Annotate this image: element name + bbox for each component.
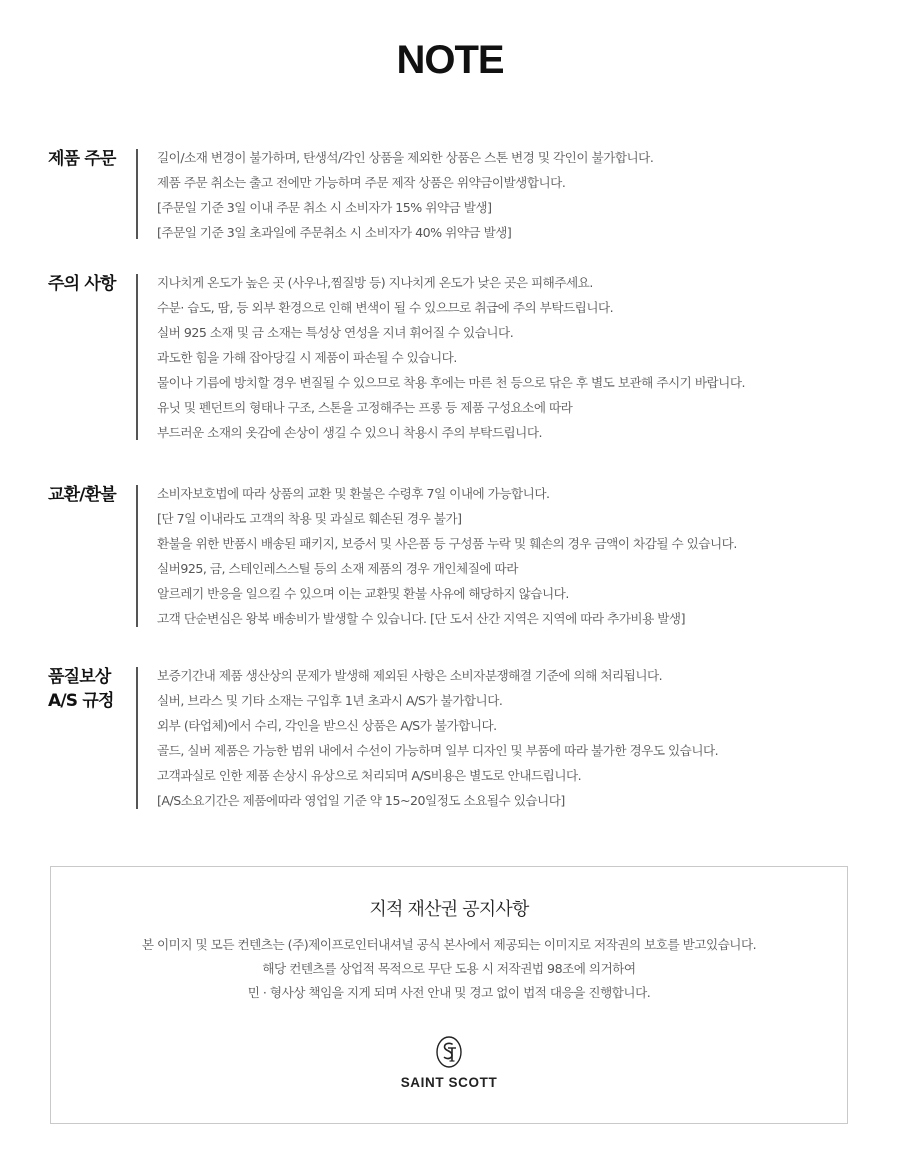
list-item: 고객과실로 인한 제품 손상시 유상으로 처리되며 A/S비용은 별도로 안내드립니다. [157,768,582,783]
brand-name: SAINT SCOTT [400,1075,498,1090]
list-item: 골드, 실버 제품은 가능한 범위 내에서 수선이 가능하며 일부 디자인 및 부품에 따라 불가한 경우도 있습니다. [157,743,719,758]
notice-line: 민 · 형사상 책임을 지게 되며 사전 안내 및 경고 없이 법적 대응을 진행합니다. [247,985,651,1000]
section-label [48,665,132,713]
section-lines [157,270,877,445]
ip-notice-box [50,866,848,1124]
section-lines [157,663,877,813]
page-title: NOTE [396,38,504,82]
st-monogram-icon [435,1035,463,1069]
list-item: 외부 (타업체)에서 수리, 각인을 받으신 상품은 A/S가 불가합니다. [157,718,497,733]
section-label [48,483,132,507]
section-label-line: A/S 규정 [48,691,114,711]
notice-lines [51,933,847,1005]
list-item: 소비자보호법에 따라 상품의 교환 및 환불은 수령후 7일 이내에 가능합니다. [157,486,550,501]
list-item: [주문일 기준 3일 이내 주문 취소 시 소비자가 15% 위약금 발생] [157,200,492,215]
list-item: 알르레기 반응을 일으킬 수 있으며 이는 교환및 환불 사유에 해당하지 않습니다. [157,586,569,601]
section-label-line: 교환/환불 [48,485,116,505]
list-item: 물이나 기름에 방치할 경우 변질될 수 있으므로 착용 후에는 마른 천 등으로 닦은 후 별도 보관해 주시기 바랍니다. [157,375,746,390]
list-item: 지나치게 온도가 높은 곳 (사우나,찜질방 등) 지나치게 온도가 낮은 곳은 피해주세요. [157,275,593,290]
section-divider [136,274,138,440]
list-item: 실버, 브라스 및 기타 소재는 구입후 1년 초과시 A/S가 불가합니다. [157,693,503,708]
list-item: 부드러운 소재의 옷감에 손상이 생길 수 있으니 착용시 주의 부탁드립니다. [157,425,542,440]
list-item: [A/S소요기간은 제품에따라 영업일 기준 약 15~20일정도 소요될수 있습니다] [157,793,565,808]
list-item: 길이/소재 변경이 불가하며, 탄생석/각인 상품을 제외한 상품은 스톤 변경 및 각인이 불가합니다. [157,150,654,165]
list-item: 수분· 습도, 땀, 등 외부 환경으로 인해 변색이 될 수 있으므로 취급에 주의 부탁드립니다. [157,300,614,315]
notice-line: 본 이미지 및 모든 컨텐츠는 (주)제이프로인터내셔널 공식 본사에서 제공되는 이미지로 저작권의 보호를 받고있습니다. [141,937,757,952]
section-divider [136,667,138,809]
list-item: 유닛 및 펜던트의 형태나 구조, 스톤을 고정해주는 프롱 등 제품 구성요소에 따라 [157,400,573,415]
section-label [48,272,132,296]
section-label-line: 제품 주문 [48,149,116,169]
list-item: 제품 주문 취소는 출고 전에만 가능하며 주문 제작 상품은 위약금이발생합니다. [157,175,566,190]
section-lines [157,481,877,631]
section-divider [136,485,138,627]
notice-line: 해당 컨텐츠를 상업적 목적으로 무단 도용 시 저작권법 98조에 의거하여 [262,961,636,976]
list-item: [주문일 기준 3일 초과일에 주문취소 시 소비자가 40% 위약금 발생] [157,225,512,240]
section-lines [157,145,877,245]
list-item: 실버925, 금, 스테인레스스틸 등의 소재 제품의 경우 개인체질에 따라 [157,561,518,576]
list-item: 과도한 힘을 가해 잡아당길 시 제품이 파손될 수 있습니다. [157,350,457,365]
section-label-line: 품질보상 [48,667,111,687]
section-label-line: 주의 사항 [48,274,116,294]
list-item: 보증기간내 제품 생산상의 문제가 발생해 제외된 사항은 소비자분쟁해결 기준에 의해 처리됩니다. [157,668,663,683]
list-item: 실버 925 소재 및 금 소재는 특성상 연성을 지녀 휘어질 수 있습니다. [157,325,514,340]
section-label [48,147,132,171]
notice-title: 지적 재산권 공지사항 [369,899,529,920]
list-item: 환불을 위한 반품시 배송된 패키지, 보증서 및 사은품 등 구성품 누락 및 훼손의 경우 금액이 차감될 수 있습니다. [157,536,737,551]
list-item: [단 7일 이내라도 고객의 착용 및 과실로 훼손된 경우 불가] [157,511,462,526]
list-item: 고객 단순변심은 왕복 배송비가 발생할 수 있습니다. [단 도서 산간 지역은 지역에 따라 추가비용 발생] [157,611,685,626]
section-divider [136,149,138,239]
